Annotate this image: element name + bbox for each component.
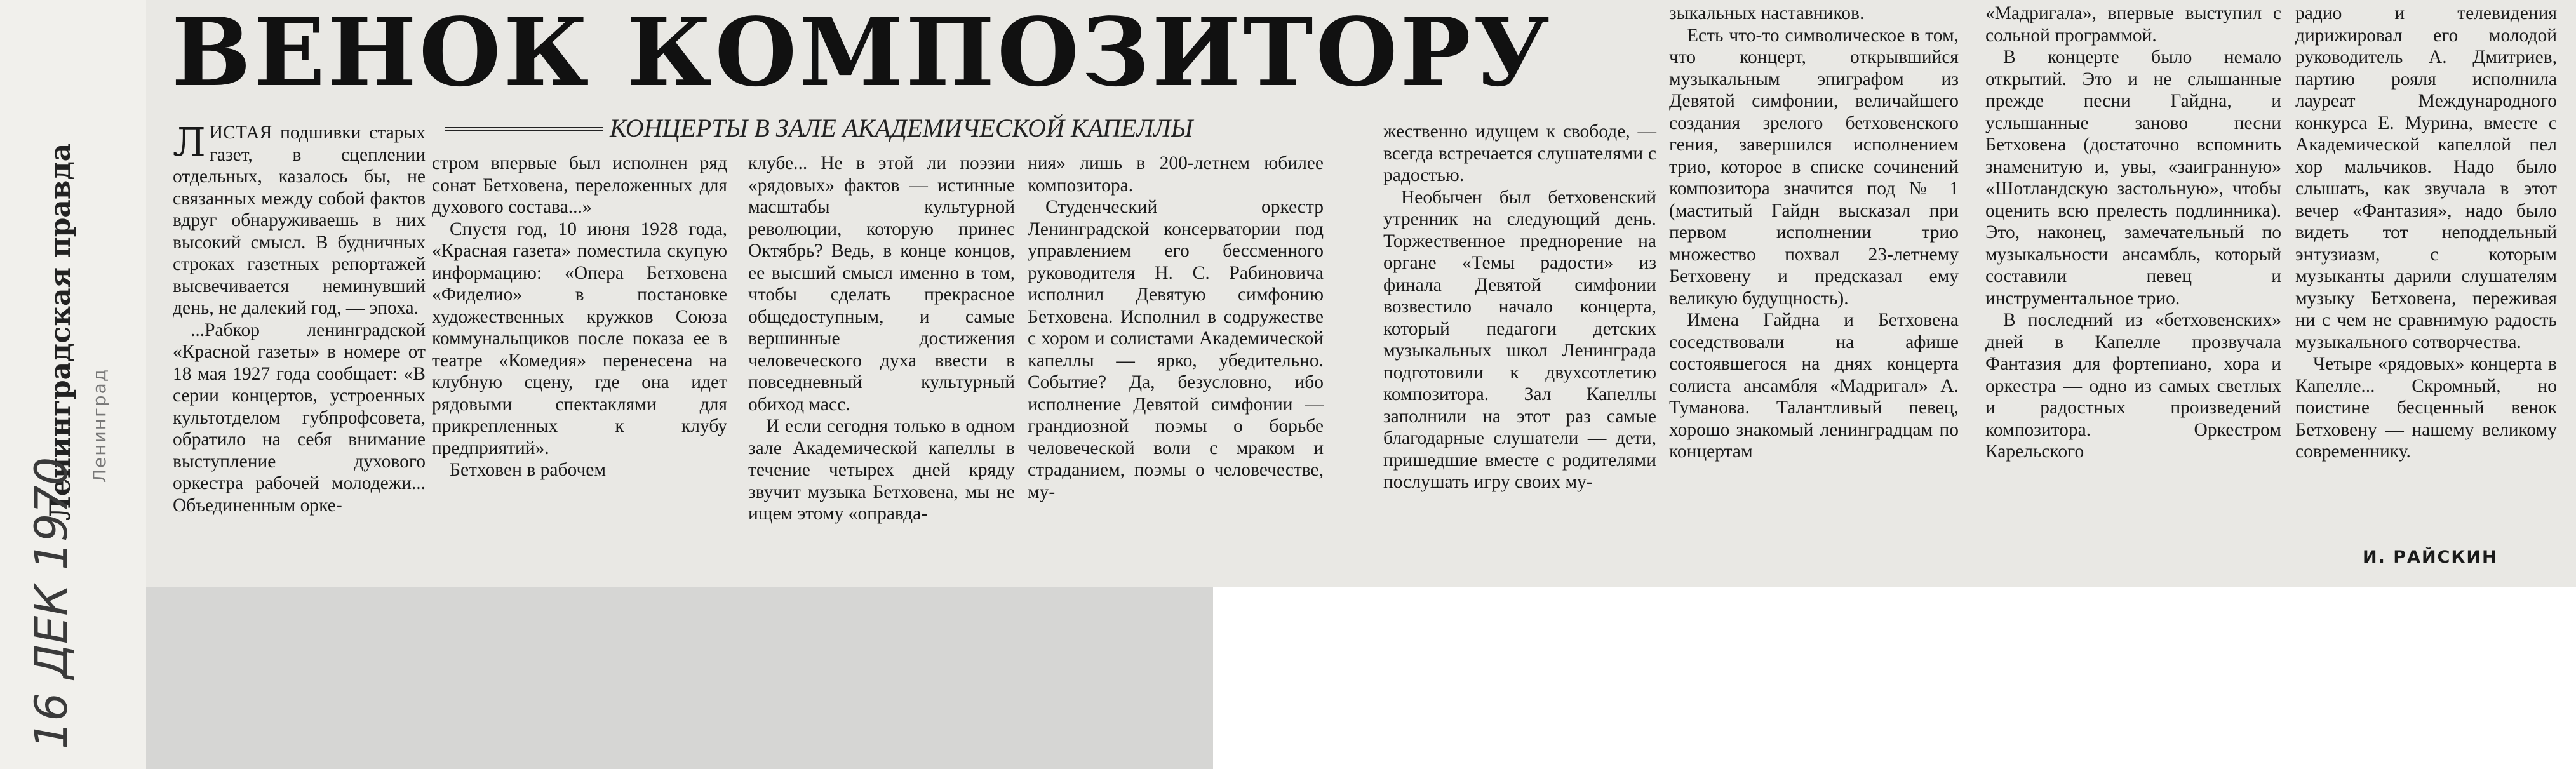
lead-paragraph: ЛИСТАЯ подшивки старых газет, в сцеплении отдельных, казалось бы, не связанных между собой фактов вдруг обнаруживаешь в них высокий смысл. В будничных строках газетных репортажей высвечивается неминувший день, не далекий год, — эпоха. [173,119,426,318]
paragraph: И если сегодня только в одном зале Академической капеллы в течение четырех дней кряду звучит музыка Бетховена, мы не ищем этому «оправда- [748,416,1015,524]
paragraph: В последний из «бетховенских» дней в Капелле прозвучала Фантазия для фортепиано, хора и оркестра — одно из самых светлых и радостных произведений композитора. Оркестром Карельского [1985,310,2281,462]
newspaper-masthead: Ленинградская правда [44,143,77,521]
paragraph: «Мадригала», впервые выступил с сольной программой. [1985,3,2281,46]
paragraph: ...Рабкор ленинградской «Красной газеты» в номере от 18 мая 1927 года сообщает: «В серии концертов, устроенных культотделом губпрофсовета, обратило на себя внимание выступление духового оркестра рабочей молодежи... Объединенным орке- [173,319,426,516]
paragraph: радио и телевидения дирижировал его молодой руководитель А. Дмитриев, партию рояля исполнила лауреат Международного конкурса Е. Мурина, вместе с Академической капеллой пел хор мальчиков. Надо было слышать, как звучала в этот вечер «Фантазия», надо было видеть тот неподдельный энтузиазм, с которым музыканты дарили слушателям музыку Бетховена, переживая ни с чем не сравнимую радость музыкального сотворчества. [2295,3,2557,352]
paragraph: Есть что-то символическое в том, что концерт, открывшийся музыкальным эпиграфом из Девятой симфонии, величайшего создания зрелого бетховенского гения, завершился исполнением трио, которое в списке сочинений композитора значится под № 1 (маститый Гайдн высказал при первом исполнении трио множество похвал 23-летнему Бетховену и предсказал ему великую будущность). [1669,25,1959,309]
article-column-8 [2295,3,2557,463]
paragraph: Четыре «рядовых» концерта в Капелле... Скромный, но поистине бесценный венок Бетховену — нашему великому современнику. [2295,354,2557,462]
article-title: ВЕНОК КОМПОЗИТОРУ [171,0,1552,107]
drop-cap: Л [173,119,206,165]
masthead-city: Ленинград [89,368,110,483]
paragraph: Студенческий оркестр Ленинградской консерватории под управлением его бессменного руководителя Н. С. Рабиновича исполнил Девятую симфонию Бетховена. Исполнил в содружестве с хором и солистами Академической капеллы — ярко, убедительно. Событие? Да, безусловно, ибо исполнение Девятой симфонии — грандиозной поэмы о борьбе человеческой воли с мраком и страданием, поэмы о человечестве, му- [1028,197,1324,502]
article-column-4 [1028,152,1324,503]
paragraph: зыкальных наставников. [1669,3,1865,23]
article-column-7 [1985,3,2281,463]
article-column-2 [432,152,727,481]
article-column-6 [1669,3,1959,463]
paragraph: ния» лишь в 200-летнем юбилее композитора. [1028,153,1324,196]
date-stamp: 16 ДЕК 1970 [25,457,77,749]
paragraph: жественно идущем к свободе, — всегда встречается слушателями с радостью. [1383,121,1656,185]
article-column-1 [173,119,426,516]
paragraph: Спустя год, 10 июня 1928 года, «Красная газета» поместила скупую информацию: «Опера Бетховена «Фиделио» в постановке художественных кружков Союза коммунальщиков после показа ее в театре «Комедия» перенесена на клубную сцену, где она идет рядовыми спектаклями для прикрепленных к клубу предприятий». [432,218,727,458]
subtitle-rule [445,127,603,131]
paragraph: клубе... Не в этой ли поэзии «рядовых» фактов — истинные масштабы культурной революции, которую принес Октябрь? Ведь, в конце концов, ее высший смысл именно в том, чтобы сделать прекрасное общедоступным, и самые вершинные достижения человеческого духа ввести в повседневный культурный обиход масс. [748,153,1015,415]
background [1213,587,2576,769]
article-column-5 [1383,121,1656,493]
article-subtitle: КОНЦЕРТЫ В ЗАЛЕ АКАДЕМИЧЕСКОЙ КАПЕЛЛЫ [610,114,1193,142]
paragraph: Имена Гайдна и Бетховена соседствовали на афише состоявшегося на днях концерта солиста ансамбля «Мадригал» А. Туманова. Талантливый певец, хорошо знакомый ленинградцам по концертам [1669,310,1959,462]
article-column-3 [748,152,1015,525]
author-signature: И. РАЙСКИН [2363,547,2498,567]
paper-backing [146,587,1213,769]
paragraph: Бетховен в рабочем [450,460,607,480]
paragraph: В концерте было немало открытий. Это и не слышанные прежде песни Гайдна, и услышанные заново песни Бетховена (достаточно вспомнить знаменитую и, увы, «заигранную» «Шотландскую застольную», чтобы оценить всю прелесть подлинника). Это, наконец, замечательный по музыкальности ансамбль, который составили певец и инструментальное трио. [1985,47,2281,309]
paragraph: Необычен был бетховенский утренник на следующий день. Торжественное преднорение на органе «Темы радости» из финала Девятой симфонии возвестило начало концерта, который педагоги детских музыкальных школ Ленинграда подготовили к двухсотлетию композитора. Зал Капеллы заполнили на этот раз самые благодарные слушатели — дети, пришедшие вместе с родителями послушать игру своих му- [1383,187,1656,492]
paragraph: стром впервые был исполнен ряд сонат Бетховена, переложенных для духового состава...» [432,153,727,217]
